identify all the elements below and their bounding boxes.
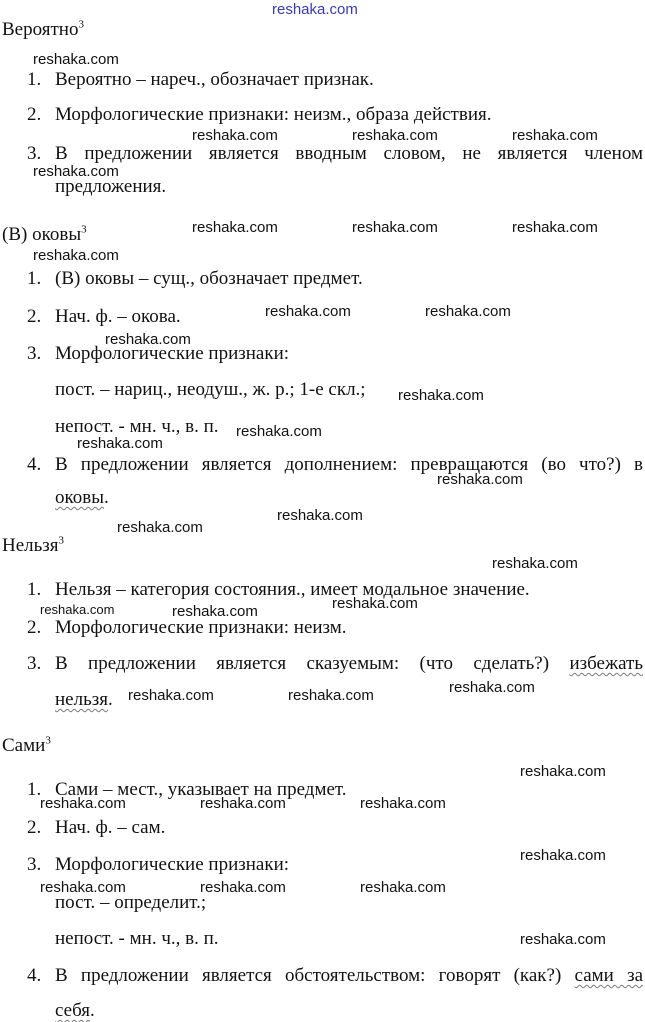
watermark: reshaka.com [265, 303, 351, 320]
item-number: 1. [27, 268, 42, 289]
item-number: 1. [27, 779, 42, 800]
watermark: reshaka.com [200, 879, 286, 896]
underlined-word: нельзя [55, 689, 108, 710]
watermark: reshaka.com [192, 127, 278, 144]
item-text: Нач. ф. – окова. [55, 306, 181, 327]
item-text: (В) оковы – сущ., обозначает предмет. [55, 268, 363, 289]
watermark: reshaka.com [40, 879, 126, 896]
item-subtext: пост. – определит.; [55, 892, 207, 913]
watermark: reshaka.com [117, 519, 203, 536]
item-number: 3. [27, 653, 42, 674]
watermark: reshaka.com [277, 507, 363, 524]
underlined-word: себя [55, 1000, 91, 1021]
item-number: 2. [27, 817, 42, 838]
watermark: reshaka.com [33, 51, 119, 68]
section-heading: Вероятно$^3$ [2, 18, 84, 40]
underlined-word: избежать [569, 653, 643, 674]
watermark: reshaka.com [449, 679, 535, 696]
watermark: reshaka.com [33, 247, 119, 264]
item-text-continued: нельзя. [55, 689, 113, 710]
section-heading: Нельзя$^3$ [2, 534, 65, 556]
item-number: 2. [27, 306, 42, 327]
watermark: reshaka.com [360, 795, 446, 812]
item-number: 4. [27, 965, 42, 986]
item-text: Сами – мест., указывает на предмет. [55, 779, 347, 800]
watermark: reshaka.com [272, 1, 358, 18]
item-number: 1. [27, 579, 42, 600]
item-text: В предложении является вводным словом, не является членом [55, 143, 643, 164]
item-subtext: непост. - мн. ч., в. п. [55, 416, 219, 437]
item-text: Морфологические признаки: [55, 343, 290, 364]
item-subtext: непост. - мн. ч., в. п. [55, 928, 219, 949]
item-text: Морфологические признаки: неизм., образа действия. [55, 104, 492, 125]
section-heading: (В) оковы$^3$ [2, 223, 87, 245]
item-text-continued: предложения. [55, 176, 167, 197]
item-text: Морфологические признаки: [55, 854, 290, 875]
watermark: reshaka.com [352, 127, 438, 144]
watermark: reshaka.com [33, 163, 119, 180]
item-text: Морфологические признаки: неизм. [55, 617, 347, 638]
watermark: reshaka.com [105, 331, 191, 348]
item-text: В предложении является сказуемым: (что сделать?) избежать [55, 653, 643, 674]
watermark: reshaka.com [512, 127, 598, 144]
watermark: reshaka.com [492, 555, 578, 572]
item-number: 3. [27, 343, 42, 364]
item-text: Нач. ф. – сам. [55, 817, 166, 838]
item-text: В предложении является дополнением: превращаются (во что?) в [55, 454, 643, 475]
watermark: reshaka.com [40, 795, 126, 812]
item-text: Нельзя – категория состояния., имеет модальное значение. [55, 579, 530, 600]
item-text: Вероятно – нареч., обозначает признак. [55, 69, 374, 90]
watermark: reshaka.com [172, 603, 258, 620]
watermark: reshaka.com [360, 879, 446, 896]
watermark: reshaka.com [236, 423, 322, 440]
watermark: reshaka.com [77, 435, 163, 452]
item-number: 1. [27, 69, 42, 90]
watermark: reshaka.com [520, 847, 606, 864]
watermark: reshaka.com [128, 687, 214, 704]
watermark: reshaka.com [437, 471, 523, 488]
watermark: reshaka.com [288, 687, 374, 704]
watermark: reshaka.com [398, 387, 484, 404]
item-number: 2. [27, 104, 42, 125]
underlined-word: сами за [574, 965, 644, 986]
watermark: reshaka.com [40, 602, 115, 617]
watermark: reshaka.com [425, 303, 511, 320]
underlined-word: оковы [55, 487, 105, 508]
item-text-continued: оковы. [55, 487, 109, 508]
watermark: reshaka.com [332, 595, 418, 612]
item-text-continued: себя. [55, 1000, 95, 1021]
watermark: reshaka.com [520, 931, 606, 948]
item-number: 4. [27, 454, 42, 475]
watermark: reshaka.com [192, 219, 278, 236]
item-number: 2. [27, 617, 42, 638]
item-text: В предложении является обстоятельством: говорят (как?) сами за [55, 965, 644, 986]
watermark: reshaka.com [512, 219, 598, 236]
watermark: reshaka.com [352, 219, 438, 236]
item-number: 3. [27, 854, 42, 875]
item-number: 3. [27, 143, 42, 164]
item-subtext: пост. – нариц., неодуш., ж. р.; 1-е скл.; [55, 379, 366, 400]
watermark: reshaka.com [200, 795, 286, 812]
section-heading: Сами$^3$ [2, 734, 51, 756]
watermark: reshaka.com [520, 763, 606, 780]
